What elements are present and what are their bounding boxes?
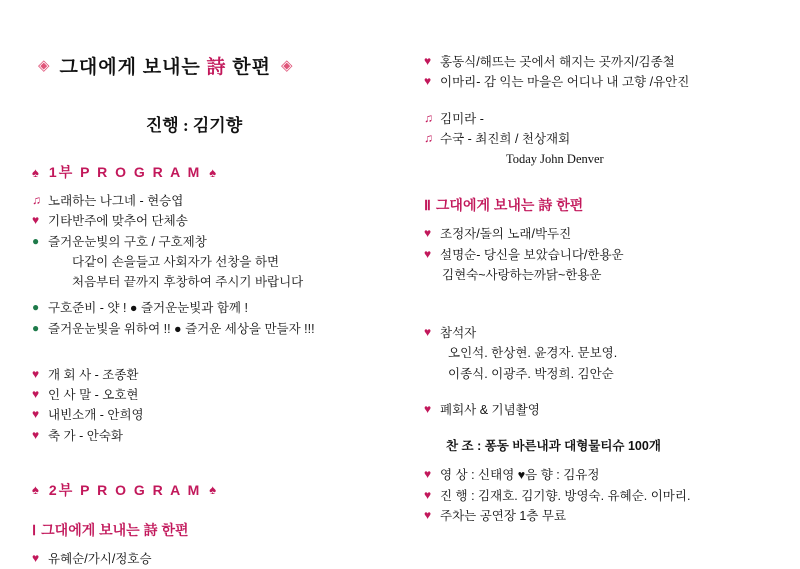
heart-icon: ♥ bbox=[424, 226, 432, 241]
diamond-icon-right: ◈ bbox=[281, 57, 293, 74]
section-2-hanja: 詩 bbox=[538, 197, 553, 214]
list-item bbox=[28, 405, 400, 425]
list-item bbox=[28, 426, 400, 446]
list-item-label: 폐회사 & 기념촬영 bbox=[440, 402, 540, 417]
credits-list bbox=[420, 465, 792, 526]
list-item bbox=[420, 52, 792, 72]
list-item bbox=[420, 245, 792, 265]
list-item bbox=[28, 365, 400, 385]
list-item-label: 다같이 손을들고 사회자가 선창을 하면 bbox=[72, 254, 280, 269]
program-1-heading-label: 1부 P R O G R A M bbox=[48, 164, 202, 180]
program-1-list bbox=[28, 191, 400, 339]
list-item-label: 인 사 말 - 오호현 bbox=[48, 388, 139, 402]
list-item bbox=[28, 272, 400, 292]
list-item-label: 수국 - 최진희 / 천상재회 bbox=[440, 131, 571, 146]
list-item bbox=[28, 252, 400, 272]
heart-icon: ♥ bbox=[424, 507, 432, 522]
list-item-label: 영 상 : 신태영 ♥음 향 : 김유정 bbox=[440, 468, 600, 483]
program-2-heading bbox=[28, 480, 400, 500]
section-2-suffix: 한편 bbox=[552, 197, 584, 214]
list-item bbox=[28, 385, 400, 405]
page-title-suffix: 한편 bbox=[226, 57, 272, 78]
left-column bbox=[28, 0, 400, 569]
section-2-heading bbox=[420, 195, 792, 215]
list-item-label: 이마리- 감 익는 마을은 어디나 내 고향 /유안진 bbox=[440, 75, 690, 90]
sponsor-line bbox=[420, 436, 792, 456]
heart-icon: ♥ bbox=[424, 487, 432, 502]
list-item-label: 즐거운눈빛의 구호 / 구호제창 bbox=[48, 234, 207, 249]
list-item bbox=[420, 506, 792, 526]
heart-icon: ♥ bbox=[424, 54, 432, 68]
list-item-label: 김현숙~사랑하는까닭~한용운 bbox=[442, 267, 602, 282]
list-item-label: 설명순- 당신을 보았습니다/한용운 bbox=[440, 247, 624, 262]
list-item bbox=[28, 191, 400, 211]
list-item-label: 주차는 공연장 1층 무료 bbox=[440, 508, 567, 523]
spade-icon-left-1: ♠ bbox=[32, 164, 41, 180]
heart-icon: ♥ bbox=[32, 387, 40, 401]
heart-icon: ♥ bbox=[32, 213, 40, 228]
heart-icon: ♥ bbox=[424, 74, 432, 89]
list-item-label: 즐거운눈빛을 위하여 !! ● 즐거운 세상을 만들자 !!! bbox=[48, 321, 315, 336]
section-2-list bbox=[420, 224, 792, 285]
circle-bullet-icon: ● bbox=[32, 233, 40, 248]
list-item bbox=[420, 149, 792, 169]
list-item-label: Today John Denver bbox=[506, 152, 604, 166]
list-item bbox=[420, 109, 792, 129]
heart-icon: ♥ bbox=[32, 366, 40, 381]
right-top-list bbox=[420, 52, 792, 93]
list-item-label: 개 회 사 - 조종환 bbox=[48, 367, 139, 382]
list-item-label: 조정자/돌의 노래/박두진 bbox=[440, 227, 572, 242]
circle-bullet-icon: ● bbox=[32, 300, 40, 315]
host-line: 진행 : 김기향 bbox=[145, 116, 243, 135]
heart-icon: ♥ bbox=[424, 401, 432, 416]
sponsor-line-label: 찬 조 : 퐁동 바른내과 대형물티슈 100개 bbox=[446, 439, 661, 453]
heart-icon: ♥ bbox=[32, 427, 40, 442]
attendees-heading bbox=[420, 323, 792, 343]
program-1-heading bbox=[28, 162, 400, 182]
right-column bbox=[420, 0, 792, 526]
music-note-icon: ♫ bbox=[32, 193, 41, 207]
heart-icon: ♥ bbox=[424, 467, 432, 482]
list-item-label: 홍동식/해뜨는 곳에서 해지는 곳까지/김종철 bbox=[440, 55, 675, 69]
music-list bbox=[420, 109, 792, 170]
list-item-label: 진 행 : 김재호. 김기향. 방영숙. 유혜순. 이마리. bbox=[440, 488, 691, 503]
list-item bbox=[28, 211, 400, 231]
section-1-heading bbox=[28, 520, 400, 540]
section-1-numeral: Ⅰ bbox=[32, 521, 37, 538]
heart-icon: ♥ bbox=[424, 325, 432, 339]
list-item-label: 기타반주에 맞추어 단체송 bbox=[48, 214, 188, 229]
program-2-heading-label: 2부 P R O G R A M bbox=[48, 481, 202, 498]
page-title-prefix: 그대에게 보내는 bbox=[59, 57, 207, 78]
list-item bbox=[28, 232, 400, 252]
attendees-heading-label: 참석자 bbox=[440, 326, 477, 340]
heart-icon: ♥ bbox=[32, 407, 40, 422]
list-item-label: 구호준비 - 얏 ! ● 즐거운눈빛과 함께 ! bbox=[48, 301, 248, 316]
list-item-label: 노래하는 나그네 - 현승엽 bbox=[48, 194, 184, 208]
list-item-label: 축 가 - 안숙화 bbox=[48, 428, 123, 443]
spade-icon-left-2: ♠ bbox=[32, 482, 41, 498]
list-item-label: 처음부터 끝까지 후창하여 주시기 바랍니다 bbox=[72, 275, 304, 289]
section-1-prefix: 그대에게 보내는 bbox=[41, 521, 144, 538]
spade-icon-right-2: ♠ bbox=[209, 482, 219, 498]
list-item-label: 유혜순/가시/정호승 bbox=[48, 551, 152, 566]
list-item-label: 내빈소개 - 안희영 bbox=[48, 408, 144, 423]
list-item bbox=[420, 224, 792, 244]
list-item bbox=[420, 465, 792, 485]
list-item-label: 이종식. 이광주. 박정희. 김안순 bbox=[448, 366, 614, 381]
list-item-label: 김미라 - bbox=[440, 111, 484, 126]
diamond-icon-left: ◈ bbox=[38, 57, 50, 74]
section-2-prefix: 그대에게 보내는 bbox=[435, 197, 539, 214]
list-item bbox=[28, 298, 400, 318]
document-title-row bbox=[28, 52, 400, 79]
list-item bbox=[420, 72, 792, 92]
list-item bbox=[420, 364, 792, 384]
list-item bbox=[420, 129, 792, 149]
list-item-label: 오인석. 한상현. 윤경자. 문보영. bbox=[448, 346, 618, 361]
section-1-suffix: 한편 bbox=[157, 521, 189, 538]
music-note-icon: ♫ bbox=[424, 110, 433, 125]
list-item bbox=[420, 265, 792, 285]
list-item bbox=[420, 486, 792, 506]
spade-icon-right-1: ♠ bbox=[209, 164, 219, 180]
music-note-icon: ♫ bbox=[424, 130, 433, 145]
list-item bbox=[420, 400, 792, 420]
circle-bullet-icon: ● bbox=[32, 320, 40, 335]
list-item bbox=[420, 343, 792, 363]
section-2-numeral: Ⅱ bbox=[424, 197, 431, 214]
heart-icon: ♥ bbox=[424, 246, 432, 261]
section-1-hanja: 詩 bbox=[143, 521, 158, 538]
closing-block bbox=[420, 400, 792, 420]
list-item bbox=[28, 319, 400, 339]
attendees-block bbox=[420, 323, 792, 384]
heart-icon: ♥ bbox=[32, 550, 40, 565]
page-title bbox=[60, 52, 271, 79]
program-1-list-2 bbox=[28, 365, 400, 446]
page-title-hanja: 詩 bbox=[206, 57, 227, 78]
